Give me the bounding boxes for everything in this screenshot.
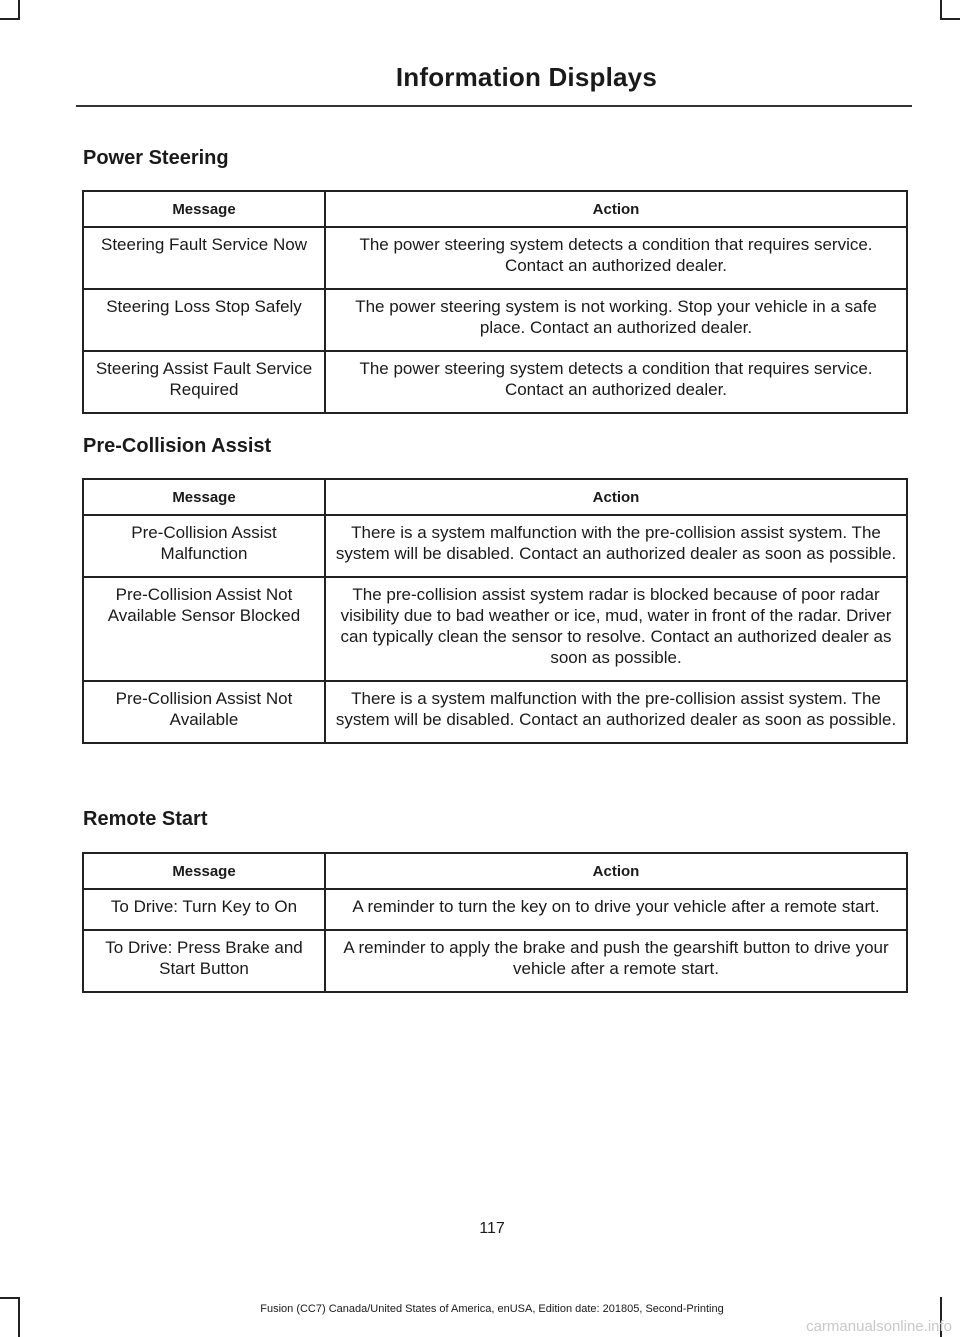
crop-mark (0, 18, 18, 20)
section-title-power-steering: Power Steering (83, 147, 229, 169)
action-cell: The pre-collision assist system radar is blocked because of poor radar visibility due to bad weather or ice, mud, water in front of the radar. Driver can typically clean the sensor to resolve. Contact an authorized dealer as soon as possible. (325, 577, 907, 681)
message-cell: Steering Loss Stop Safely (83, 289, 325, 351)
action-cell: A reminder to apply the brake and push the gearshift button to drive your vehicle after a remote start. (325, 930, 907, 992)
table-row (83, 889, 907, 930)
column-header-action: Action (325, 191, 907, 227)
column-header-message: Message (83, 191, 325, 227)
page-number: 117 (479, 1220, 505, 1237)
message-cell: Pre-Collision Assist Not Available Sensor Blocked (83, 577, 325, 681)
table-row (83, 515, 907, 577)
action-cell: The power steering system is not working. Stop your vehicle in a safe place. Contact an authorized dealer. (325, 289, 907, 351)
message-cell: To Drive: Turn Key to On (83, 889, 325, 930)
table-row (83, 289, 907, 351)
page-title: Information Displays (395, 62, 657, 92)
message-cell: Pre-Collision Assist Not Available (83, 681, 325, 743)
footer-edition-text: Fusion (CC7) Canada/United States of America, enUSA, Edition date: 201805, Second-Printing (260, 1303, 724, 1315)
table-row (83, 227, 907, 289)
watermark: carmanualsonline.info (806, 1318, 952, 1335)
table-row (83, 351, 907, 413)
message-cell: Pre-Collision Assist Malfunction (83, 515, 325, 577)
header-divider (76, 105, 912, 107)
action-cell: There is a system malfunction with the pre-collision assist system. The system will be disabled. Contact an authorized dealer as soon as possible. (325, 681, 907, 743)
remote-start-table (82, 852, 908, 993)
column-header-action: Action (325, 479, 907, 515)
crop-mark (18, 0, 20, 20)
action-cell: There is a system malfunction with the pre-collision assist system. The system will be disabled. Contact an authorized dealer as soon as possible. (325, 515, 907, 577)
pre-collision-assist-table (82, 478, 908, 744)
crop-mark (0, 1297, 20, 1299)
column-header-message: Message (83, 853, 325, 889)
table-header-row (83, 853, 907, 889)
action-cell: A reminder to turn the key on to drive your vehicle after a remote start. (325, 889, 907, 930)
action-cell: The power steering system detects a condition that requires service. Contact an authorized dealer. (325, 227, 907, 289)
column-header-action: Action (325, 853, 907, 889)
column-header-message: Message (83, 479, 325, 515)
message-cell: To Drive: Press Brake and Start Button (83, 930, 325, 992)
action-cell: The power steering system detects a condition that requires service. Contact an authorized dealer. (325, 351, 907, 413)
table-row (83, 930, 907, 992)
table-header-row (83, 191, 907, 227)
crop-mark (940, 0, 942, 20)
message-cell: Steering Fault Service Now (83, 227, 325, 289)
power-steering-table (82, 190, 908, 414)
message-cell: Steering Assist Fault Service Required (83, 351, 325, 413)
table-row (83, 681, 907, 743)
table-header-row (83, 479, 907, 515)
section-title-pre-collision-assist: Pre-Collision Assist (83, 435, 272, 457)
crop-mark (940, 18, 960, 20)
section-title-remote-start: Remote Start (83, 808, 208, 830)
table-row (83, 577, 907, 681)
